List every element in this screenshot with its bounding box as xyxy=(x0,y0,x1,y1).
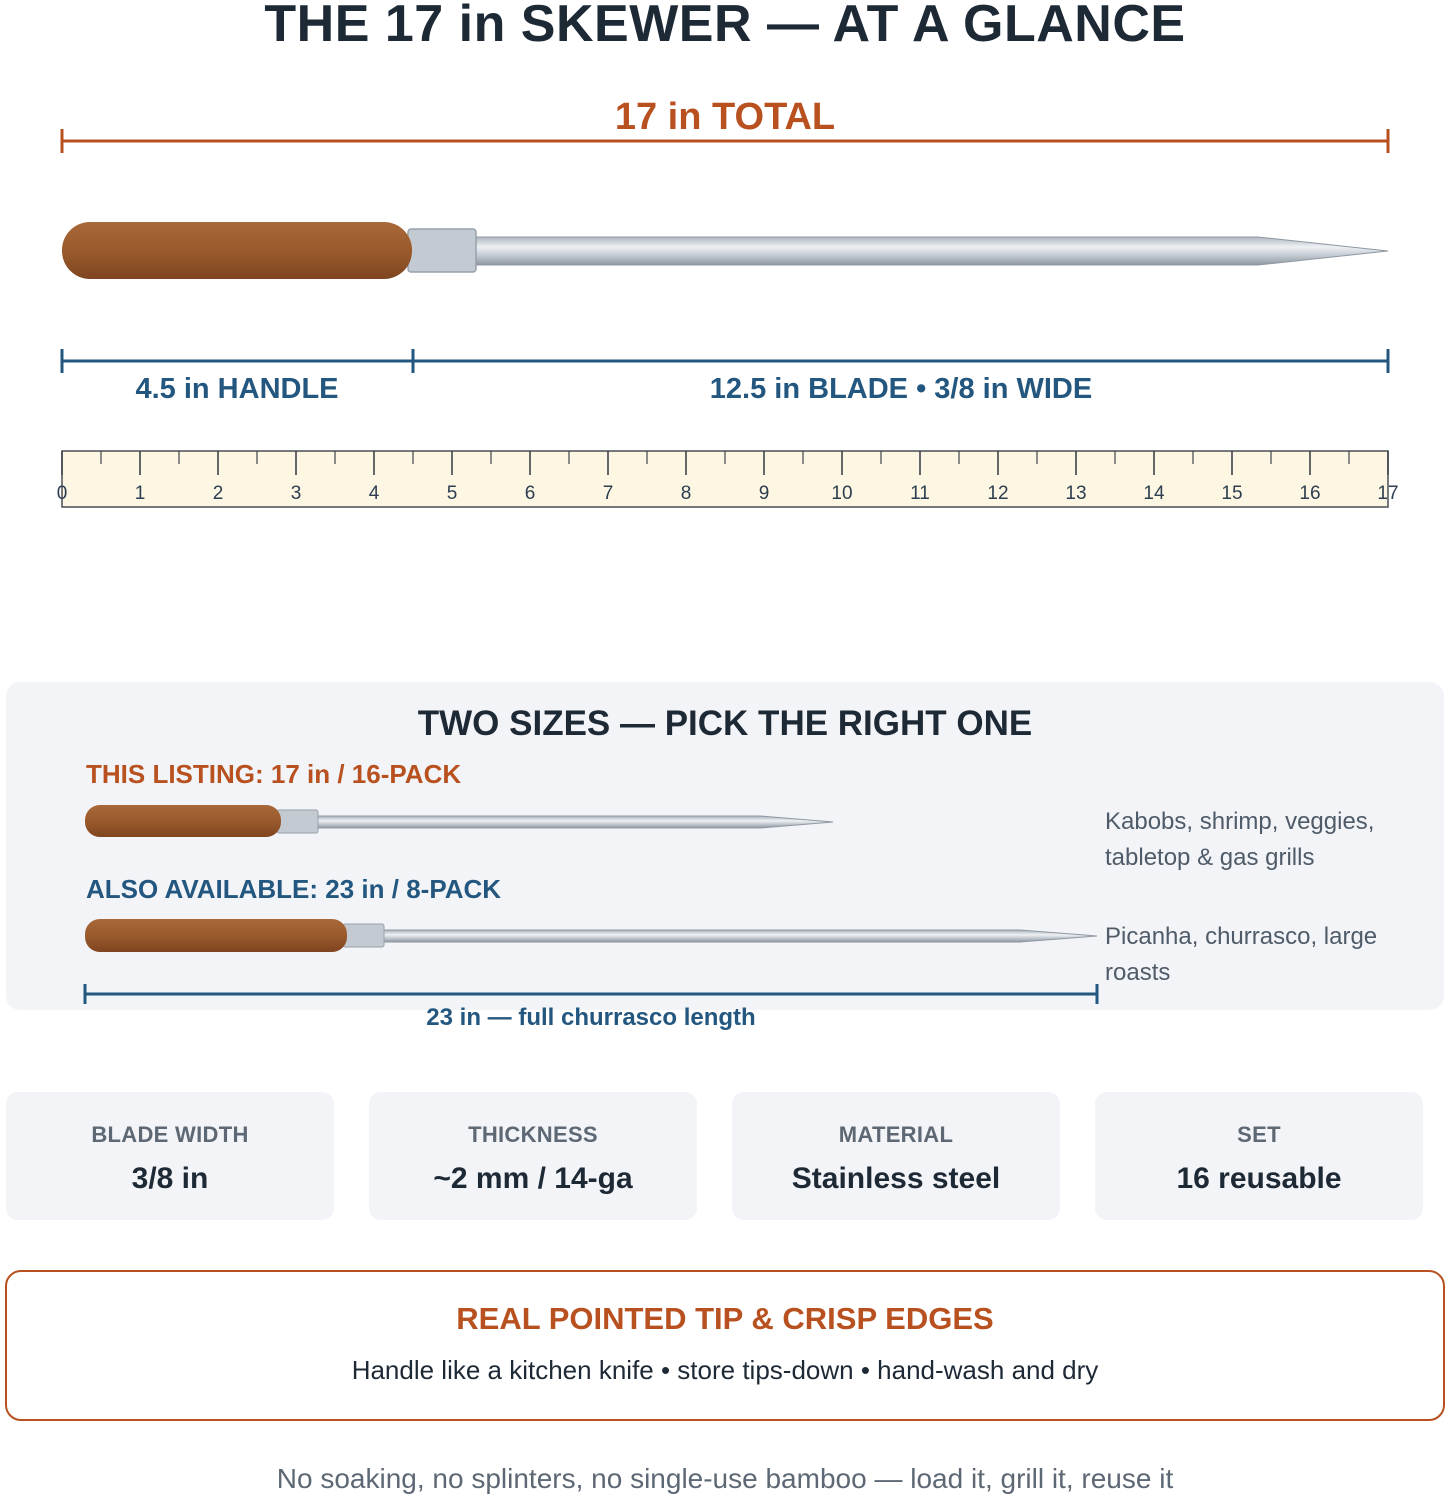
ruler-tick-label: 14 xyxy=(1143,483,1165,504)
spec-label: MATERIAL xyxy=(838,1122,954,1147)
ruler-tick-label: 2 xyxy=(212,483,224,504)
ruler-tick-label: 3 xyxy=(290,483,302,504)
ruler-tick-label: 8 xyxy=(680,483,692,504)
spec-card-set xyxy=(1095,1092,1423,1220)
spec-label: THICKNESS xyxy=(468,1122,598,1147)
total-dimension-line xyxy=(62,129,1388,153)
skewer-dimension-diagram xyxy=(0,0,1450,540)
ruler-tick-label: 4 xyxy=(368,483,380,504)
ruler-tick-label: 7 xyxy=(602,483,614,504)
spec-value: 16 reusable xyxy=(1176,1162,1342,1195)
spec-label: SET xyxy=(1237,1122,1281,1147)
skewer-blade xyxy=(470,237,1388,265)
footer-tagline: No soaking, no splinters, no single-use bamboo — load it, grill it, reuse it xyxy=(276,1463,1174,1494)
skewer-ferrule xyxy=(408,229,476,272)
ruler-tick-label: 16 xyxy=(1299,483,1321,504)
spec-value: 3/8 in xyxy=(131,1162,209,1195)
spec-label: BLADE WIDTH xyxy=(91,1122,249,1147)
ruler-tick-label: 5 xyxy=(446,483,458,504)
ruler-tick-label: 15 xyxy=(1221,483,1243,504)
alternate-size-label: ALSO AVAILABLE: 23 in / 8-PACK xyxy=(86,874,502,904)
listing-size-label: THIS LISTING: 17 in / 16-PACK xyxy=(86,759,462,789)
ruler-tick-label: 11 xyxy=(910,483,930,504)
spec-value: Stainless steel xyxy=(791,1162,1001,1195)
ruler-tick-label: 13 xyxy=(1065,483,1087,504)
skewer-illustration xyxy=(62,222,1388,279)
ruler-tick-label: 9 xyxy=(758,483,770,504)
ruler-tick-label: 17 xyxy=(1377,483,1399,504)
comparison-title: TWO SIZES — PICK THE RIGHT ONE xyxy=(417,704,1033,743)
handle-length-label: 4.5 in HANDLE xyxy=(135,373,339,405)
spec-value: ~2 mm / 14-ga xyxy=(433,1162,633,1195)
ruler-tick-label: 12 xyxy=(987,483,1009,504)
spec-card-thickness xyxy=(369,1092,697,1220)
spec-card-blade-width xyxy=(6,1092,334,1220)
length-23in-label: 23 in — full churrasco length xyxy=(426,1004,756,1031)
skewer-handle xyxy=(62,222,412,279)
skewer-23in-illustration xyxy=(85,919,1097,952)
safety-tip-box xyxy=(5,1270,1445,1421)
ruler-tick-label: 6 xyxy=(524,483,536,504)
spec-card-material xyxy=(732,1092,1060,1220)
handle-blade-dimension-lines xyxy=(62,349,1388,373)
alternate-use-text: Picanha, churrasco, large roasts xyxy=(1105,923,1378,986)
inch-ruler xyxy=(57,451,1399,507)
skewer-17in-illustration xyxy=(85,805,833,837)
page-title: THE 17 in SKEWER — AT A GLANCE xyxy=(264,0,1186,53)
safety-tip-title: REAL POINTED TIP & CRISP EDGES xyxy=(456,1301,994,1336)
ruler-tick-label: 1 xyxy=(134,483,146,504)
ruler-tick-label: 0 xyxy=(56,483,68,504)
comparison-skewers xyxy=(0,790,1450,1010)
length-23in-dimension-line xyxy=(85,984,1097,1004)
blade-length-label: 12.5 in BLADE • 3/8 in WIDE xyxy=(709,373,1093,405)
listing-use-text: Kabobs, shrimp, veggies, tabletop & gas grills xyxy=(1105,808,1375,871)
total-length-label: 17 in TOTAL xyxy=(614,96,836,138)
ruler-tick-label: 10 xyxy=(831,483,853,504)
safety-tip-body: Handle like a kitchen knife • store tips-down • hand-wash and dry xyxy=(351,1355,1099,1385)
